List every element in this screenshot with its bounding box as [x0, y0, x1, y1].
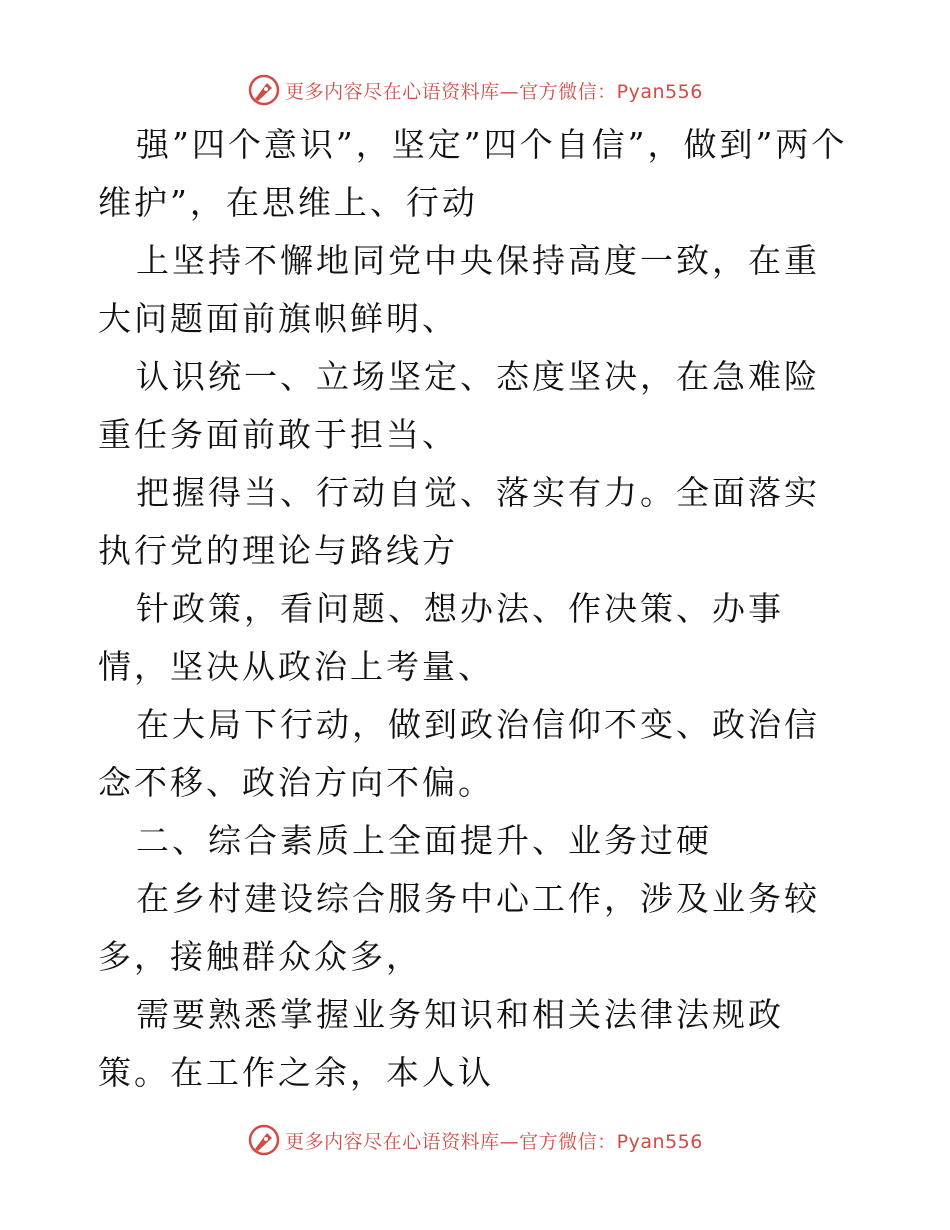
paragraph: 在大局下行动，做到政治信仰不变、政治信念不移、政治方向不偏。 [98, 705, 820, 802]
paragraph: 需要熟悉掌握业务知识和相关法律法规政策。在工作之余，本人认 [98, 995, 784, 1092]
pen-nib-logo-icon [247, 1123, 281, 1157]
paragraph: 认识统一、立场坚定、态度坚决，在急难险重任务面前敢于担当、 [98, 357, 820, 454]
paragraph: 强”四个意识”，坚定”四个自信”，做到”两个维护”，在思维上、行动 [98, 125, 848, 222]
paragraph: 针政策，看问题、想办法、作决策、办事情，坚决从政治上考量、 [98, 589, 784, 686]
paragraph: 上坚持不懈地同党中央保持高度一致，在重大问题面前旗帜鲜明、 [98, 241, 820, 338]
watermark-text: 更多内容尽在心语资料库—官方微信：Pyan556 [285, 80, 703, 103]
pen-nib-logo-icon [247, 73, 281, 107]
header-watermark [0, 70, 950, 110]
section-heading: 二、综合素质上全面提升、业务过硬 [136, 821, 712, 860]
paragraph: 在乡村建设综合服务中心工作，涉及业务较多，接触群众众多， [98, 879, 820, 976]
watermark-text: 更多内容尽在心语资料库—官方微信：Pyan556 [285, 1130, 703, 1153]
footer-watermark [0, 1120, 950, 1160]
document-body [98, 116, 850, 1102]
paragraph: 把握得当、行动自觉、落实有力。全面落实执行党的理论与路线方 [98, 473, 820, 570]
